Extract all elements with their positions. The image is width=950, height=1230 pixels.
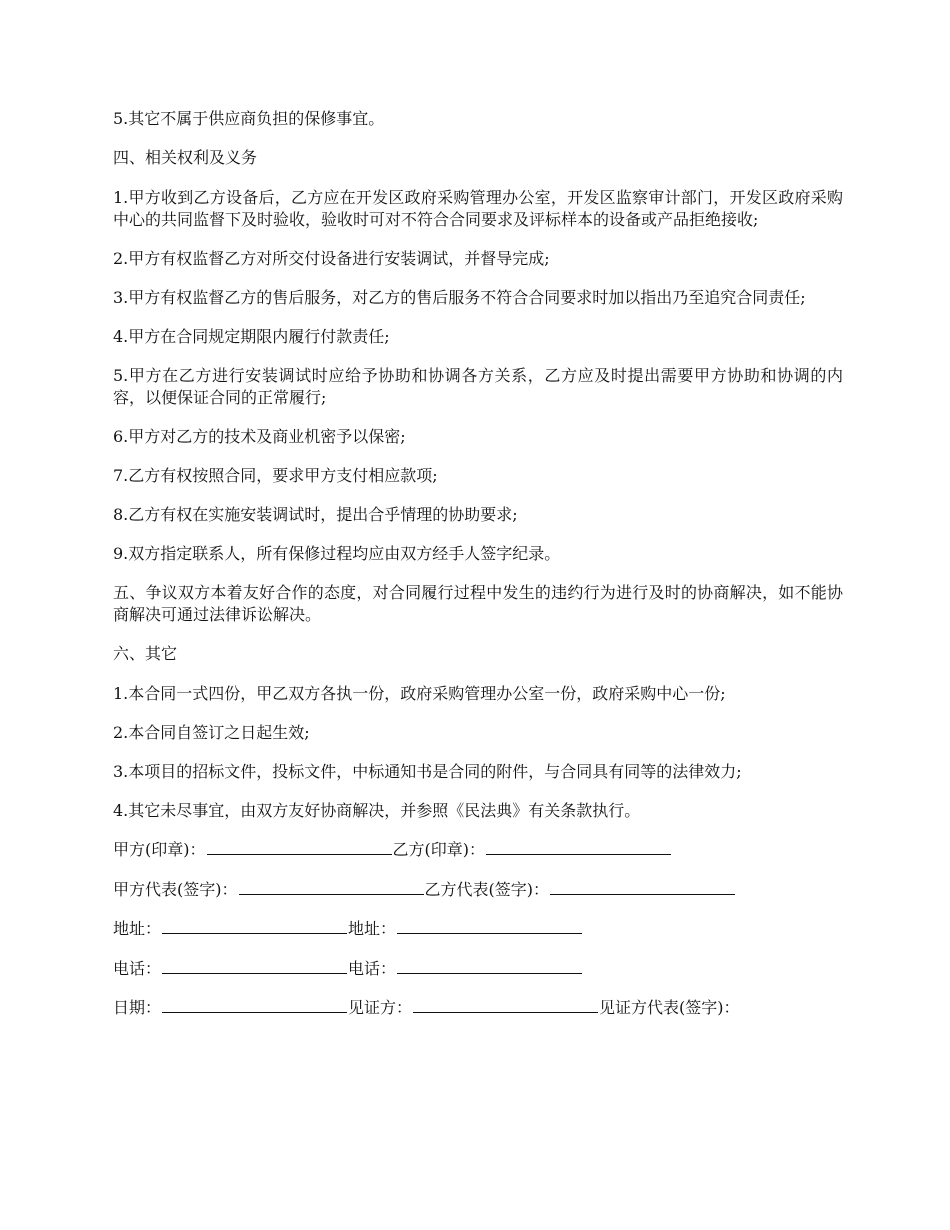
clause-rights-8: 8.乙方有权在实施安装调试时，提出合乎情理的协助要求; [113,505,518,524]
address-line-a [162,919,347,934]
clause-rights-3: 3.甲方有权监督乙方的售后服务，对乙方的售后服务不符合合同要求时加以指出乃至追究合同责任; [113,288,806,307]
clause-rights-4: 4.甲方在合同规定期限内履行付款责任; [113,327,390,346]
signature-row-seal [113,839,843,861]
section-heading-rights: 四、相关权利及义务 [113,148,258,167]
clause-other-1: 1.本合同一式四份，甲乙双方各执一份，政府采购管理办公室一份，政府采购中心一份; [113,684,726,703]
signature-row-phone [113,958,843,980]
clause-rights-5: 5.甲方在乙方进行安装调试时应给予协助和协调各方关系，乙方应及时提出需要甲方协助和协调的内容，以便保证合同的正常履行; [113,366,843,407]
address-label-a: 地址： [113,919,162,938]
party-b-rep-label: 乙方代表(签字)： [424,879,549,899]
date-label: 日期： [113,998,162,1017]
section-dispute: 五、争议双方本着友好合作的态度，对合同履行过程中发生的违约行为进行及时的协商解决，如不能协商解决可通过法律诉讼解决。 [113,583,843,624]
clause-other-3: 3.本项目的招标文件，投标文件，中标通知书是合同的附件，与合同具有同等的法律效力; [113,762,742,781]
party-b-seal-line [486,840,671,855]
address-label-b: 地址： [348,919,397,938]
party-b-rep-line [550,880,735,895]
clause-rights-9: 9.双方指定联系人，所有保修过程均应由双方经手人签字纪录。 [113,544,561,563]
witness-line [413,998,598,1013]
phone-line-b [397,959,582,974]
phone-label-b: 电话： [348,958,397,978]
phone-line-a [162,959,347,974]
clause-rights-7: 7.乙方有权按照合同，要求甲方支付相应款项; [113,466,438,485]
party-a-seal-line [207,840,392,855]
clause-other-4: 4.其它未尽事宜，由双方友好协商解决，并参照《民法典》有关条款执行。 [113,801,641,820]
witness-rep-label: 见证方代表(签字)： [599,998,740,1017]
signature-row-address [113,918,843,940]
clause-rights-6: 6.甲方对乙方的技术及商业机密予以保密; [113,427,406,446]
clause-rights-2: 2.甲方有权监督乙方对所交付设备进行安装调试，并督导完成; [113,249,550,268]
section-heading-other: 六、其它 [113,644,178,663]
clause-other-2: 2.本合同自签订之日起生效; [113,723,310,742]
clause-5-other-warranty: 5.其它不属于供应商负担的保修事宜。 [113,109,385,128]
signature-row-representative [113,879,843,901]
phone-label-a: 电话： [113,958,162,978]
party-a-seal-label: 甲方(印章)： [113,840,206,859]
clause-rights-1: 1.甲方收到乙方设备后，乙方应在开发区政府采购管理办公室，开发区监察审计部门，开发区政府采购中心的共同监督下及时验收，验收时可对不符合合同要求及评标样本的设备或产品拒绝接收; [113,188,843,229]
party-a-rep-label: 甲方代表(签字)： [113,879,238,899]
address-line-b [397,919,582,934]
witness-label: 见证方： [348,998,413,1017]
party-a-rep-line [239,880,424,895]
contract-page [113,108,843,1037]
date-line [162,998,347,1013]
signature-row-date-witness [113,997,843,1019]
party-b-seal-label: 乙方(印章)： [392,840,485,859]
